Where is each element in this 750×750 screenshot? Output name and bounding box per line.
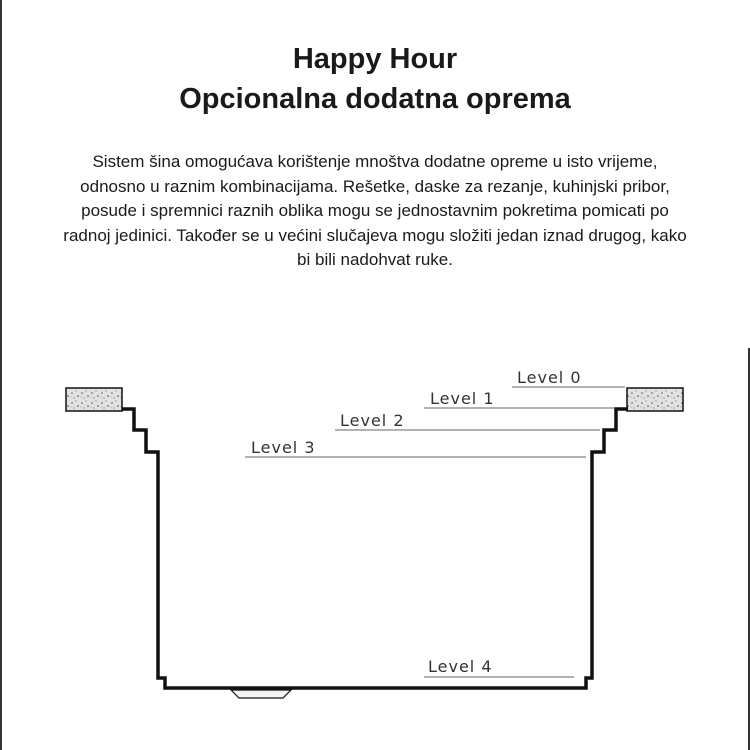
level-0-label: Level 0 xyxy=(517,368,582,387)
page-title: Happy Hour xyxy=(292,43,458,75)
left-countertop xyxy=(66,388,122,411)
description-line-2: odnosno u raznim kombinacijama. Rešetke, daske za rezanje, kuhinjski pribor, xyxy=(80,176,670,196)
description-line-1: Sistem šina omogućava korištenje mnoštva dodatne opreme u isto vrijeme, xyxy=(92,152,658,171)
description-line-4: radnoj jedinici. Također se u većini slučajeva mogu složiti jedan iznad drugog, kako xyxy=(63,225,687,245)
level-1-label: Level 1 xyxy=(430,389,495,408)
page-subtitle: Opcionalna dodatna oprema xyxy=(179,83,571,115)
drain-icon xyxy=(231,690,291,698)
level-3-label: Level 3 xyxy=(251,438,316,457)
level-4-label: Level 4 xyxy=(428,657,493,676)
description-line-3: posude i spremnici raznih oblika mogu se jednostavnim pokretima pomicati po xyxy=(81,201,669,220)
description-line-5: bi bili nadohvat ruke. xyxy=(297,250,453,269)
level-2-label: Level 2 xyxy=(340,411,405,430)
right-countertop xyxy=(627,388,683,411)
sink-outline xyxy=(122,409,628,688)
